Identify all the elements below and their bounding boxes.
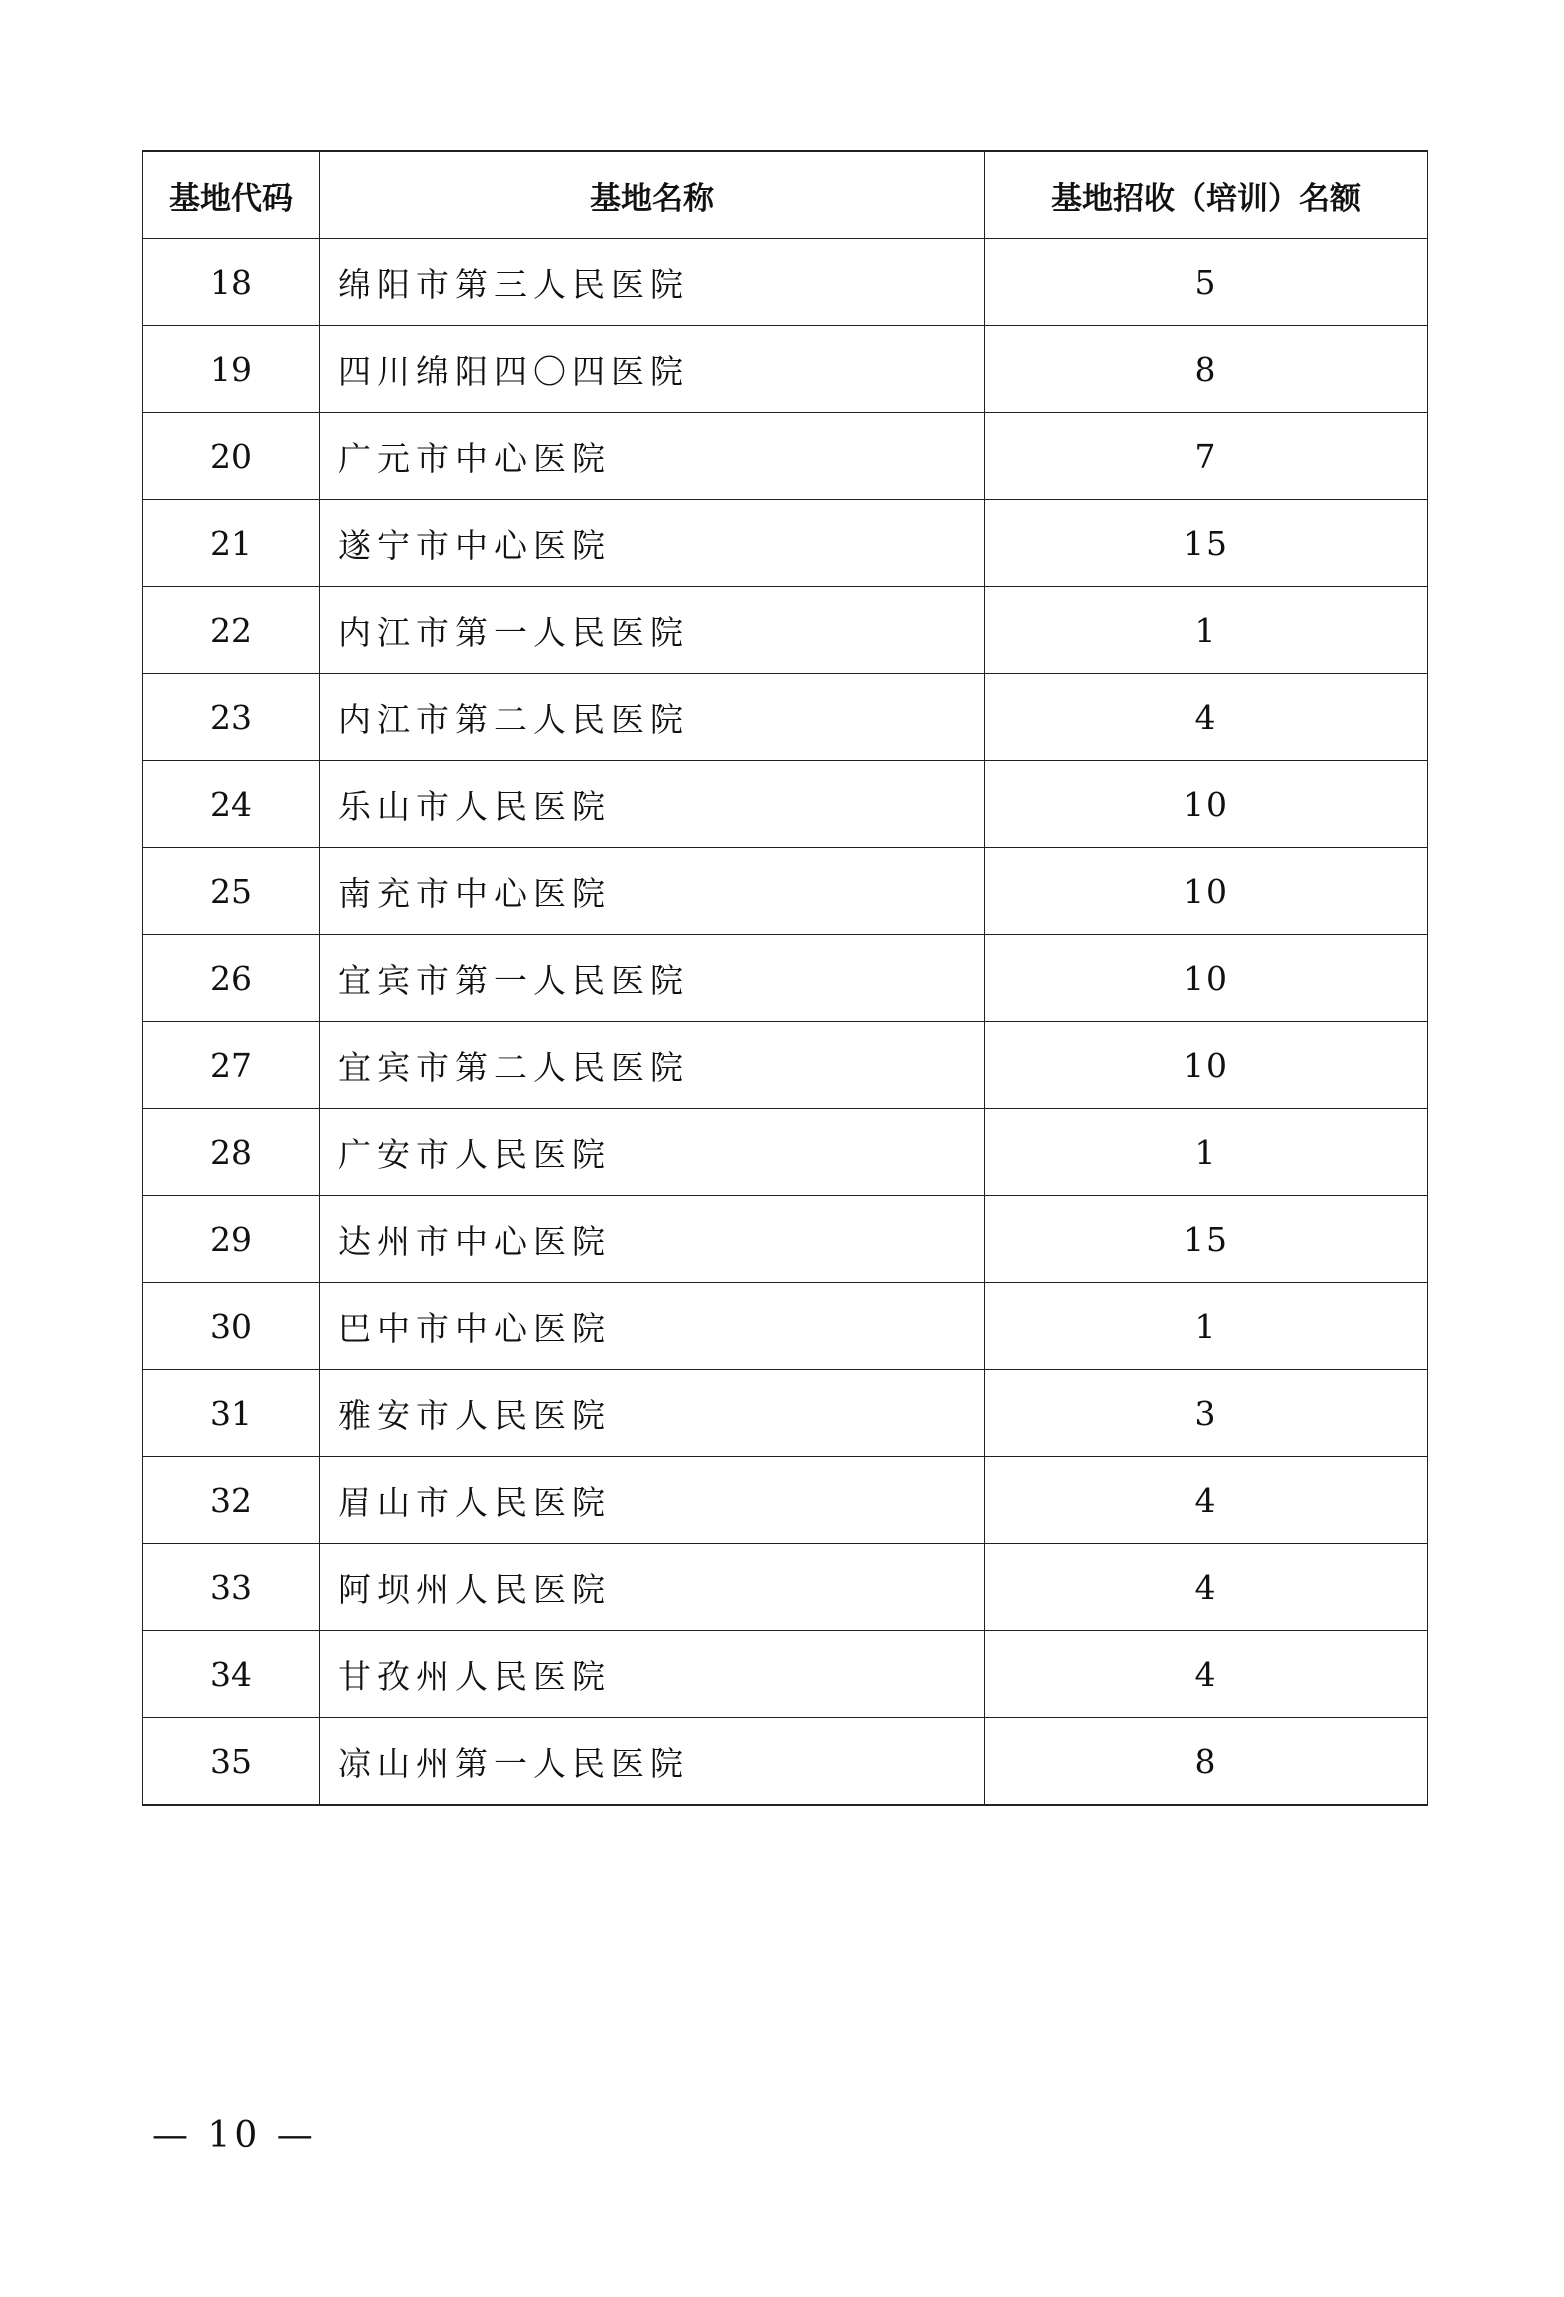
base-name-cell: 四川绵阳四〇四医院 <box>320 326 985 413</box>
base-code-cell: 27 <box>143 1022 320 1109</box>
base-quota-cell: 3 <box>985 1370 1428 1457</box>
quota-table <box>142 150 1428 1806</box>
table-row <box>143 1196 1428 1283</box>
base-name-cell: 巴中市中心医院 <box>320 1283 985 1370</box>
base-name-cell: 广安市人民医院 <box>320 1109 985 1196</box>
base-quota-cell: 10 <box>985 848 1428 935</box>
base-quota-cell: 10 <box>985 935 1428 1022</box>
base-quota-cell: 5 <box>985 239 1428 326</box>
base-quota-cell: 7 <box>985 413 1428 500</box>
base-quota-cell: 8 <box>985 1718 1428 1806</box>
base-code-cell: 29 <box>143 1196 320 1283</box>
base-quota-cell: 1 <box>985 587 1428 674</box>
base-code-cell: 33 <box>143 1544 320 1631</box>
base-code-cell: 34 <box>143 1631 320 1718</box>
base-quota-cell: 1 <box>985 1109 1428 1196</box>
table-row <box>143 1370 1428 1457</box>
page-number: — 10 — <box>152 2115 317 2156</box>
base-name-cell: 乐山市人民医院 <box>320 761 985 848</box>
base-quota-cell: 4 <box>985 674 1428 761</box>
table-row <box>143 761 1428 848</box>
base-quota-cell: 15 <box>985 500 1428 587</box>
table-row <box>143 326 1428 413</box>
base-code-cell: 19 <box>143 326 320 413</box>
base-code-cell: 31 <box>143 1370 320 1457</box>
base-code-cell: 20 <box>143 413 320 500</box>
base-code-cell: 23 <box>143 674 320 761</box>
table-row <box>143 587 1428 674</box>
base-quota-cell: 1 <box>985 1283 1428 1370</box>
header-base-quota: 基地招收（培训）名额 <box>985 151 1428 239</box>
base-code-cell: 21 <box>143 500 320 587</box>
table-row <box>143 1283 1428 1370</box>
base-name-cell: 宜宾市第二人民医院 <box>320 1022 985 1109</box>
base-code-cell: 26 <box>143 935 320 1022</box>
table-row <box>143 1109 1428 1196</box>
base-code-cell: 18 <box>143 239 320 326</box>
table-row <box>143 1022 1428 1109</box>
table-row <box>143 935 1428 1022</box>
base-name-cell: 眉山市人民医院 <box>320 1457 985 1544</box>
base-name-cell: 阿坝州人民医院 <box>320 1544 985 1631</box>
base-name-cell: 达州市中心医院 <box>320 1196 985 1283</box>
base-name-cell: 内江市第二人民医院 <box>320 674 985 761</box>
base-code-cell: 25 <box>143 848 320 935</box>
table-row <box>143 848 1428 935</box>
table-header-row <box>143 151 1428 239</box>
table-row <box>143 1457 1428 1544</box>
header-base-code: 基地代码 <box>143 151 320 239</box>
base-quota-cell: 10 <box>985 761 1428 848</box>
base-quota-cell: 4 <box>985 1544 1428 1631</box>
base-quota-cell: 4 <box>985 1631 1428 1718</box>
table-row <box>143 1718 1428 1806</box>
table-row <box>143 500 1428 587</box>
base-quota-cell: 10 <box>985 1022 1428 1109</box>
table-row <box>143 239 1428 326</box>
base-code-cell: 32 <box>143 1457 320 1544</box>
base-name-cell: 绵阳市第三人民医院 <box>320 239 985 326</box>
base-quota-cell: 15 <box>985 1196 1428 1283</box>
base-code-cell: 24 <box>143 761 320 848</box>
header-base-name: 基地名称 <box>320 151 985 239</box>
base-name-cell: 遂宁市中心医院 <box>320 500 985 587</box>
base-quota-cell: 8 <box>985 326 1428 413</box>
base-code-cell: 30 <box>143 1283 320 1370</box>
table-row <box>143 413 1428 500</box>
base-code-cell: 35 <box>143 1718 320 1806</box>
table-row <box>143 674 1428 761</box>
base-name-cell: 宜宾市第一人民医院 <box>320 935 985 1022</box>
table-row <box>143 1631 1428 1718</box>
base-name-cell: 广元市中心医院 <box>320 413 985 500</box>
base-code-cell: 22 <box>143 587 320 674</box>
base-name-cell: 凉山州第一人民医院 <box>320 1718 985 1806</box>
table-row <box>143 1544 1428 1631</box>
base-name-cell: 甘孜州人民医院 <box>320 1631 985 1718</box>
base-name-cell: 雅安市人民医院 <box>320 1370 985 1457</box>
base-quota-cell: 4 <box>985 1457 1428 1544</box>
base-code-cell: 28 <box>143 1109 320 1196</box>
base-name-cell: 南充市中心医院 <box>320 848 985 935</box>
base-name-cell: 内江市第一人民医院 <box>320 587 985 674</box>
